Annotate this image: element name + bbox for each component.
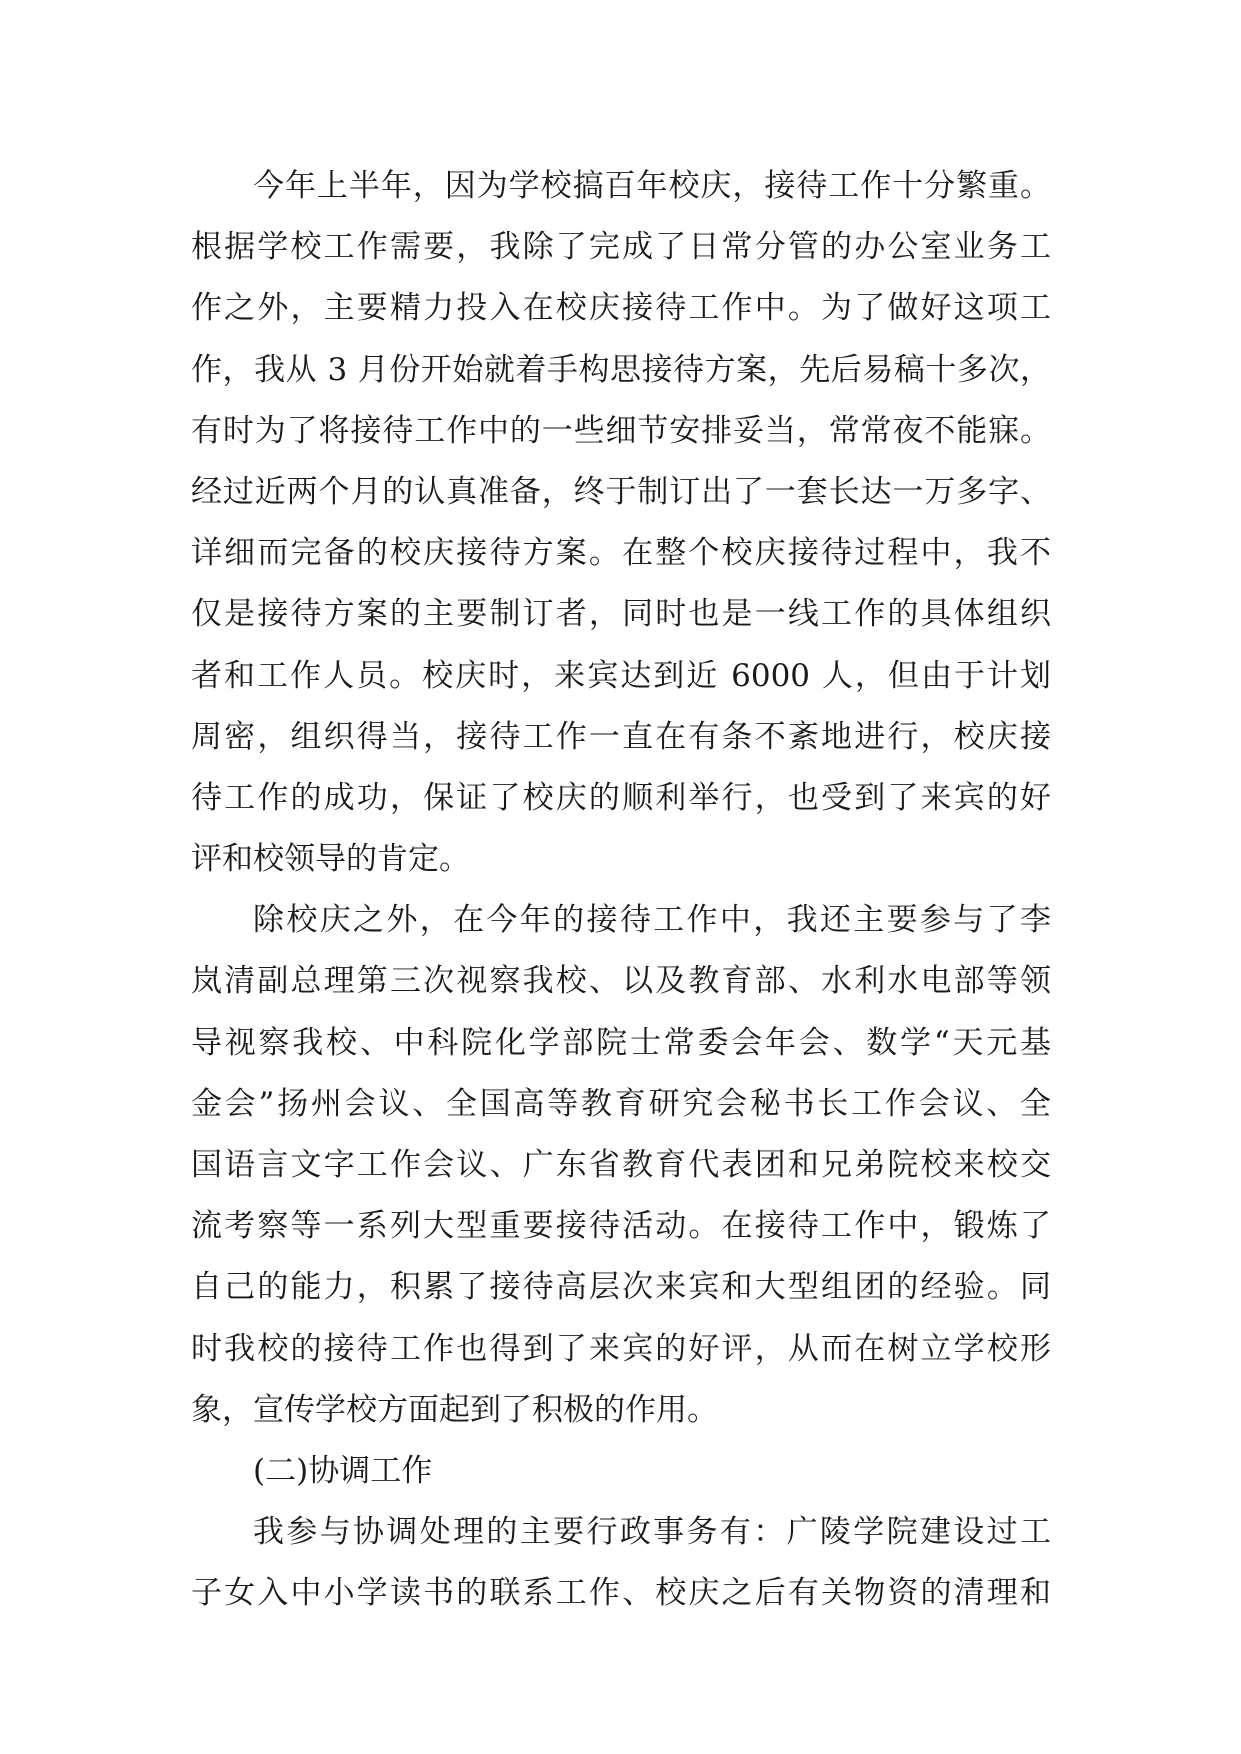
text-line: 除校庆之外，在今年的接待工作中，我还主要参与了李 <box>253 902 1051 939</box>
text-line: 自己的能力，积累了接待高层次来宾和大型组团的经验。同 <box>191 1269 1051 1306</box>
text-line: 周密，组织得当，接待工作一直在有条不紊地进行，校庆接 <box>191 718 1051 755</box>
paragraph-coordination <box>191 1502 1051 1624</box>
text-line: 者和工作人员。校庆时，来宾达到近 6000 人，但由于计划 <box>191 657 1051 694</box>
text-line: 今年上半年，因为学校搞百年校庆，接待工作十分繁重。 <box>253 168 1051 204</box>
text-line: 岚清副总理第三次视察我校、以及教育部、水利水电部等领 <box>191 963 1051 1000</box>
text-line: 时我校的接待工作也得到了来宾的好评，从而在树立学校形 <box>191 1330 1051 1367</box>
text-line: 经过近两个月的认真准备，终于制订出了一套长达一万多字、 <box>191 473 1051 510</box>
text-line: 国语言文字工作会议、广东省教育代表团和兄弟院校来校交 <box>191 1147 1051 1183</box>
text-line: 有时为了将接待工作中的一些细节安排妥当，常常夜不能寐。 <box>191 412 1051 449</box>
text-line: 待工作的成功，保证了校庆的顺利举行，也受到了来宾的好 <box>191 779 1051 816</box>
text-line: 金会”扬州会议、全国高等教育研究会秘书长工作会议、全 <box>191 1085 1051 1122</box>
text-line: 仅是接待方案的主要制订者，同时也是一线工作的具体组织 <box>191 596 1051 633</box>
text-line: 根据学校工作需要，我除了完成了日常分管的办公室业务工 <box>191 229 1051 266</box>
text-line: 详细而完备的校庆接待方案。在整个校庆接待过程中，我不 <box>191 535 1051 572</box>
text-line: 评和校领导的肯定。 <box>191 841 470 878</box>
text-line: 导视察我校、中科院化学部院士常委会年会、数学“天元基 <box>191 1024 1051 1061</box>
text-line: 我参与协调处理的主要行政事务有：广陵学院建设过工 <box>253 1514 1051 1551</box>
document-body <box>191 156 1051 1625</box>
section-heading-coordination <box>191 1441 1051 1502</box>
section-heading: (二)协调工作 <box>253 1452 433 1489</box>
text-line: 作，我从 3 月份开始就着手构思接待方案，先后易稿十多次， <box>191 351 1051 388</box>
text-line: 流考察等一系列大型重要接待活动。在接待工作中，锻炼了 <box>191 1208 1051 1245</box>
text-line: 子女入中小学读书的联系工作、校庆之后有关物资的清理和 <box>191 1575 1051 1612</box>
paragraph-other-reception <box>191 890 1051 1441</box>
text-line: 象，宣传学校方面起到了积极的作用。 <box>191 1391 718 1428</box>
text-line: 作之外，主要精力投入在校庆接待工作中。为了做好这项工 <box>191 290 1051 327</box>
paragraph-anniversary-reception <box>191 156 1051 890</box>
